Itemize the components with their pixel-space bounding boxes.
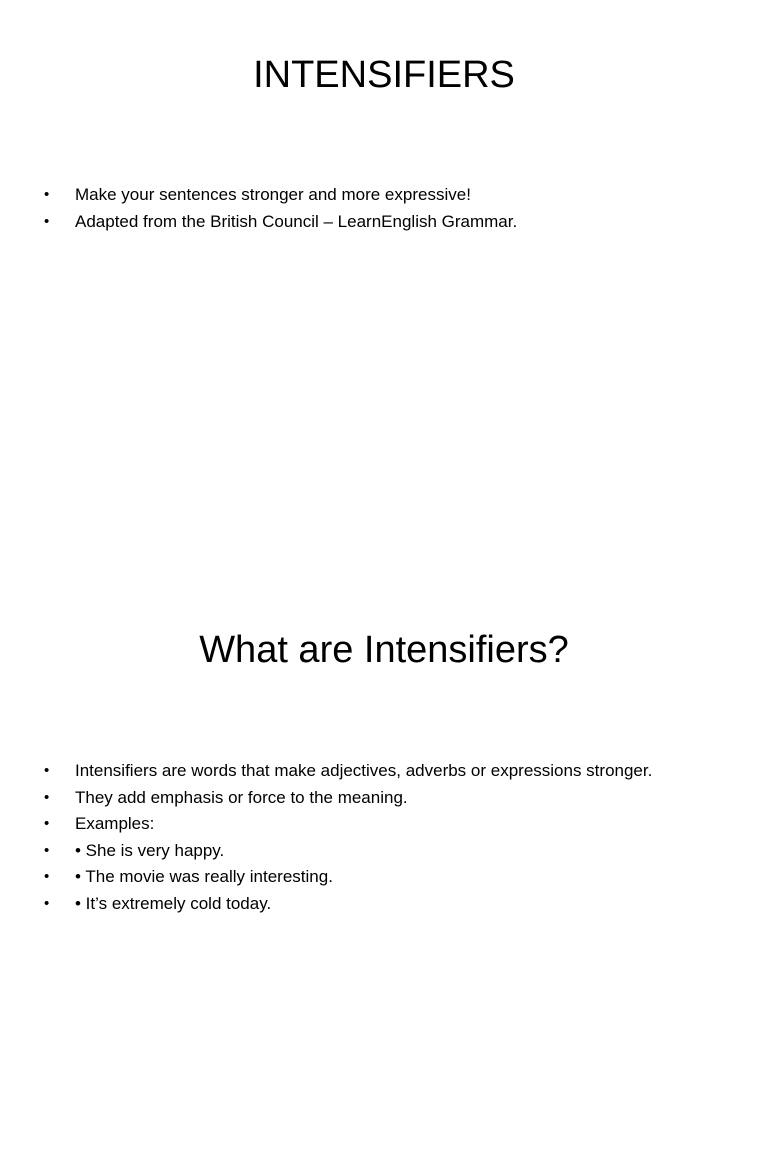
list-item: [42, 209, 517, 236]
bullet-list: [42, 758, 652, 918]
bullet-icon: •: [44, 788, 50, 806]
bullet-text: • It’s extremely cold today.: [75, 893, 272, 913]
bullet-text: They add emphasis or force to the meaning.: [75, 787, 408, 807]
bullet-text: • The movie was really interesting.: [75, 867, 333, 887]
bullet-text: Intensifiers are words that make adjectives, adverbs or expressions stronger.: [75, 761, 653, 780]
bullet-icon: •: [44, 868, 50, 886]
list-item: [42, 758, 652, 785]
bullet-list: [42, 182, 517, 235]
list-item: [42, 811, 652, 838]
list-item: [42, 785, 652, 812]
bullet-icon: •: [44, 212, 50, 230]
slide-title: What are Intensifiers?: [199, 629, 569, 671]
bullet-icon: •: [44, 186, 50, 203]
bullet-text: Adapted from the British Council – LearnEnglish Grammar.: [75, 211, 518, 231]
list-item: [42, 864, 652, 891]
list-item: [42, 838, 652, 865]
bullet-icon: •: [44, 894, 50, 912]
bullet-icon: •: [44, 815, 50, 833]
bullet-text: Make your sentences stronger and more expressive!: [75, 185, 471, 204]
bullet-icon: •: [44, 762, 50, 779]
slide-what-are-intensifiers: [0, 576, 768, 1152]
bullet-text: Examples:: [75, 814, 155, 834]
slide-title: INTENSIFIERS: [253, 54, 515, 96]
bullet-icon: •: [44, 841, 50, 859]
list-item: [42, 182, 517, 209]
bullet-text: • She is very happy.: [75, 840, 225, 860]
list-item: [42, 891, 652, 918]
